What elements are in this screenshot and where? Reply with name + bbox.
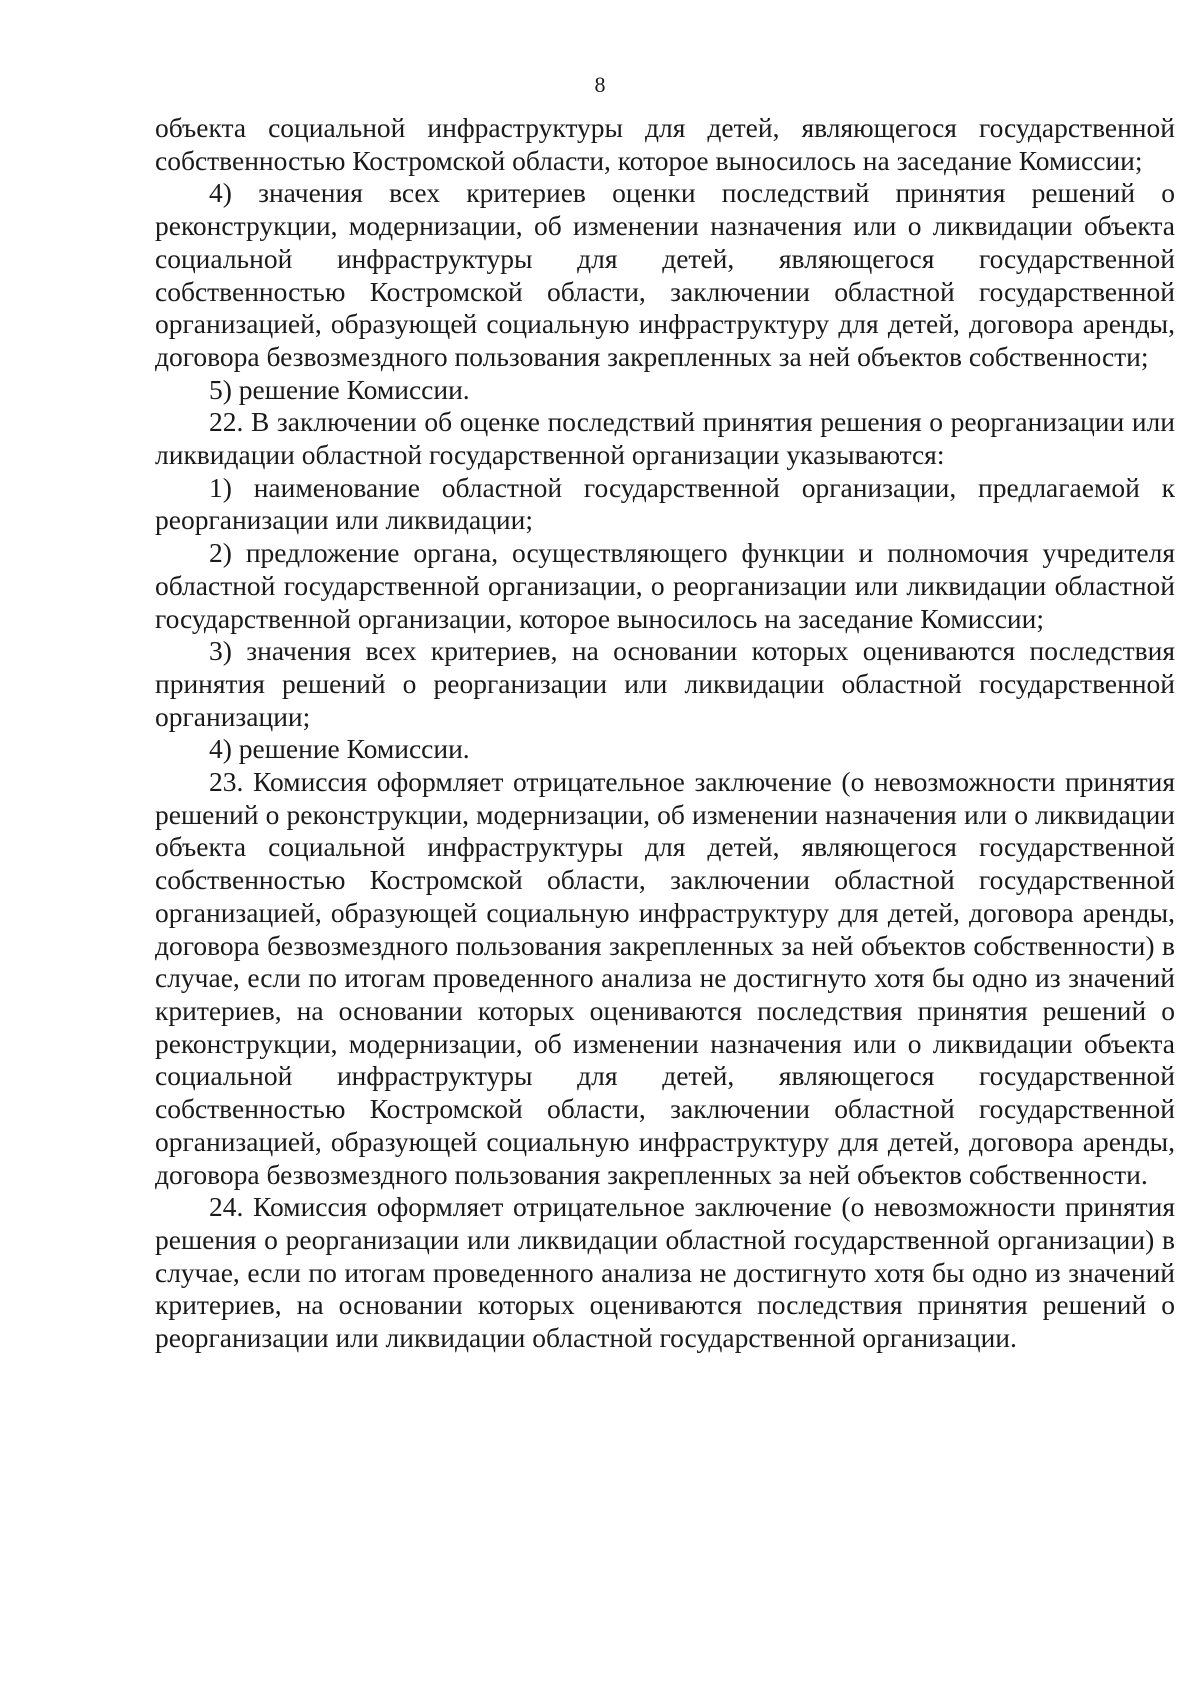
page-number: 8 <box>594 72 606 97</box>
paragraph-continuation: объекта социальной инфраструктуры для детей, являющегося государственной собственностью Костромской области, которое выносилось на заседание Комиссии; <box>155 112 1175 176</box>
paragraph-clause-22-item-3: 3) значения всех критериев, на основании которых оцениваются последствия принятия решений о реорганизации или ликвидации областной государственной организации; <box>155 635 1175 732</box>
paragraph-clause-23: 23. Комиссия оформляет отрицательное заключение (о невозможности принятия решений о реконструкции, модернизации, об изменении назначения или о ликвидации объекта социальной инфраструктуры для детей, являющегося государственной собственностью Костромской области, заключении областной государственной организацией, образующей социальную инфраструктуру для детей, договора аренды, договора безвозмездного пользования закрепленных за ней объектов собственности) в случае, если по итогам проведенного анализа не достигнуто хотя бы одно из значений критериев, на основании которых оцениваются последствия принятия решений о реконструкции, модернизации, об изменении назначения или о ликвидации объекта социальной инфраструктуры для детей, являющегося государственной собственностью Костромской области, заключении областной государственной организацией, образующей социальную инфраструктуру для детей, договора аренды, договора безвозмездного пользования закрепленных за ней объектов собственности. <box>155 766 1175 1190</box>
paragraph-item-5-decision: 5) решение Комиссии. <box>209 373 470 405</box>
paragraph-clause-22-item-4: 4) решение Комиссии. <box>209 733 470 765</box>
document-body <box>155 112 1175 1355</box>
paragraph-item-4-criteria: 4) значения всех критериев оценки последствий принятия решений о реконструкции, модернизации, об изменении назначения или о ликвидации объекта социальной инфраструктуры для детей, являющегося государственной собственностью Костромской области, заключении областной государственной организацией, образующей социальную инфраструктуру для детей, договора аренды, договора безвозмездного пользования закрепленных за ней объектов собственности; <box>155 177 1175 372</box>
paragraph-clause-24: 24. Комиссия оформляет отрицательное заключение (о невозможности принятия решения о реорганизации или ликвидации областной государственной организации) в случае, если по итогам проведенного анализа не достигнуто хотя бы одно из значений критериев, на основании которых оцениваются последствия принятия решений о реорганизации или ликвидации областной государственной организации. <box>155 1191 1175 1354</box>
paragraph-clause-22-item-1: 1) наименование областной государственной организации, предлагаемой к реорганизации или ликвидации; <box>155 471 1175 536</box>
paragraph-clause-22-item-2: 2) предложение органа, осуществляющего функции и полномочия учредителя областной государственной организации, о реорганизации или ликвидации областной государственной организации, которое выносилось на заседание Комиссии; <box>155 537 1175 634</box>
paragraph-clause-22: 22. В заключении об оценке последствий принятия решения о реорганизации или ликвидации областной государственной организации указываются: <box>155 406 1175 471</box>
